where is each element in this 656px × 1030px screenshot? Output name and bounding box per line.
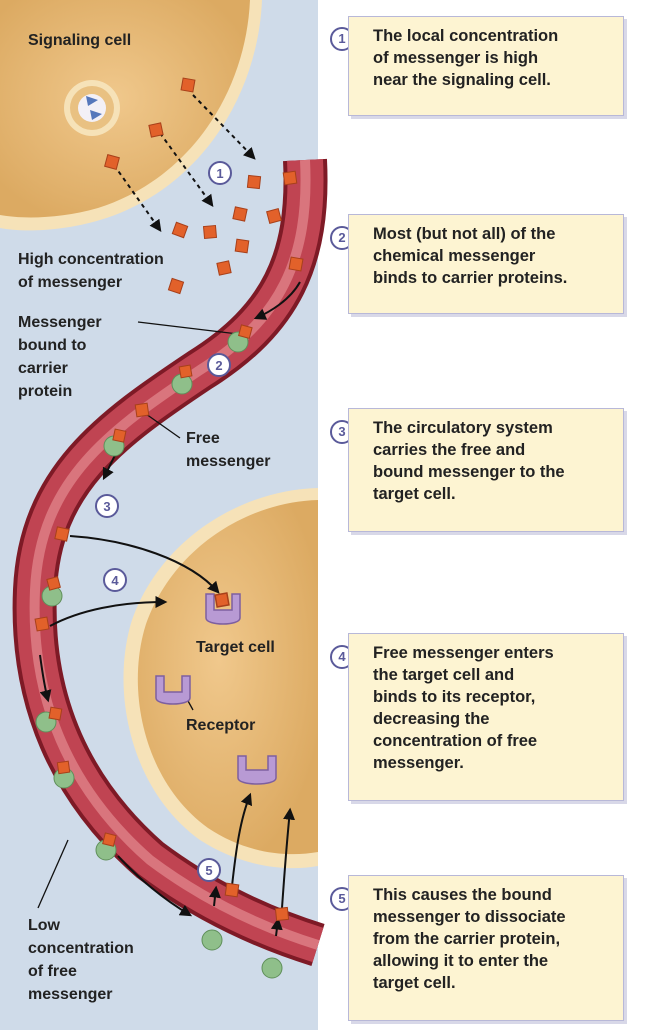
marker-2 [208,354,230,376]
svg-text:of free: of free [28,963,77,980]
svg-text:4: 4 [111,573,119,588]
marker-1 [209,162,231,184]
step-1-number: 1 [330,27,354,51]
messenger [203,225,216,238]
receptor-label: Receptor [186,717,256,734]
svg-text:3: 3 [103,499,111,514]
messenger [135,403,149,417]
step-4-number: 4 [330,645,354,669]
step-3-box [348,408,624,532]
step-4-text: Free messenger enters the target cell and binds to its receptor, decreasing the concentration of free messenger. [373,644,554,772]
svg-text:protein: protein [18,383,73,400]
step-1-box [348,16,624,116]
step-5-number: 5 [330,887,354,911]
messenger [235,239,249,253]
messenger [181,78,195,92]
step-2-box [348,214,624,314]
messenger [225,883,239,897]
svg-text:of messenger: of messenger [18,274,123,291]
target-cell-label: Target cell [196,639,275,656]
free-messenger-label: Free [186,430,220,447]
svg-text:5: 5 [205,863,213,878]
svg-text:1: 1 [216,166,224,181]
carrier-empty [202,930,222,950]
messenger [289,257,303,271]
signaling-cell-label: Signaling cell [28,32,132,49]
messenger [267,209,282,224]
step-3-text: The circulatory system carries the free and bound messenger to the target cell. [373,419,565,503]
low-concentration-label: Low [28,917,60,934]
step-2-number: 2 [330,226,354,250]
carrier-empty [262,958,282,978]
step-5-text: This causes the bound messenger to dissociate from the carrier protein, allowing it to enter the target cell. [373,886,566,992]
marker-4 [104,569,126,591]
high-concentration-label: High concentration [18,251,164,268]
marker-5 [198,859,220,881]
svg-text:2: 2 [215,358,223,373]
messenger [217,261,231,275]
svg-text:carrier: carrier [18,360,68,377]
messenger [283,171,297,185]
svg-text:bound to: bound to [18,337,87,354]
step-5-box [348,875,624,1021]
step-3-number: 3 [330,420,354,444]
bound-messenger-label: Messenger [18,314,102,331]
svg-text:messenger: messenger [28,986,113,1003]
marker-3 [96,495,118,517]
step-1-text: The local concentration of messenger is high near the signaling cell. [373,27,559,89]
step-2-text: Most (but not all) of the chemical messenger binds to carrier proteins. [373,225,568,287]
messenger [55,527,69,541]
messenger [233,207,247,221]
messenger [105,155,120,170]
messenger [275,907,288,920]
messenger [247,175,260,188]
messenger [35,617,49,631]
step-4-box [348,633,624,801]
svg-text:messenger: messenger [186,453,271,470]
messenger [149,123,163,137]
svg-text:concentration: concentration [28,940,134,957]
